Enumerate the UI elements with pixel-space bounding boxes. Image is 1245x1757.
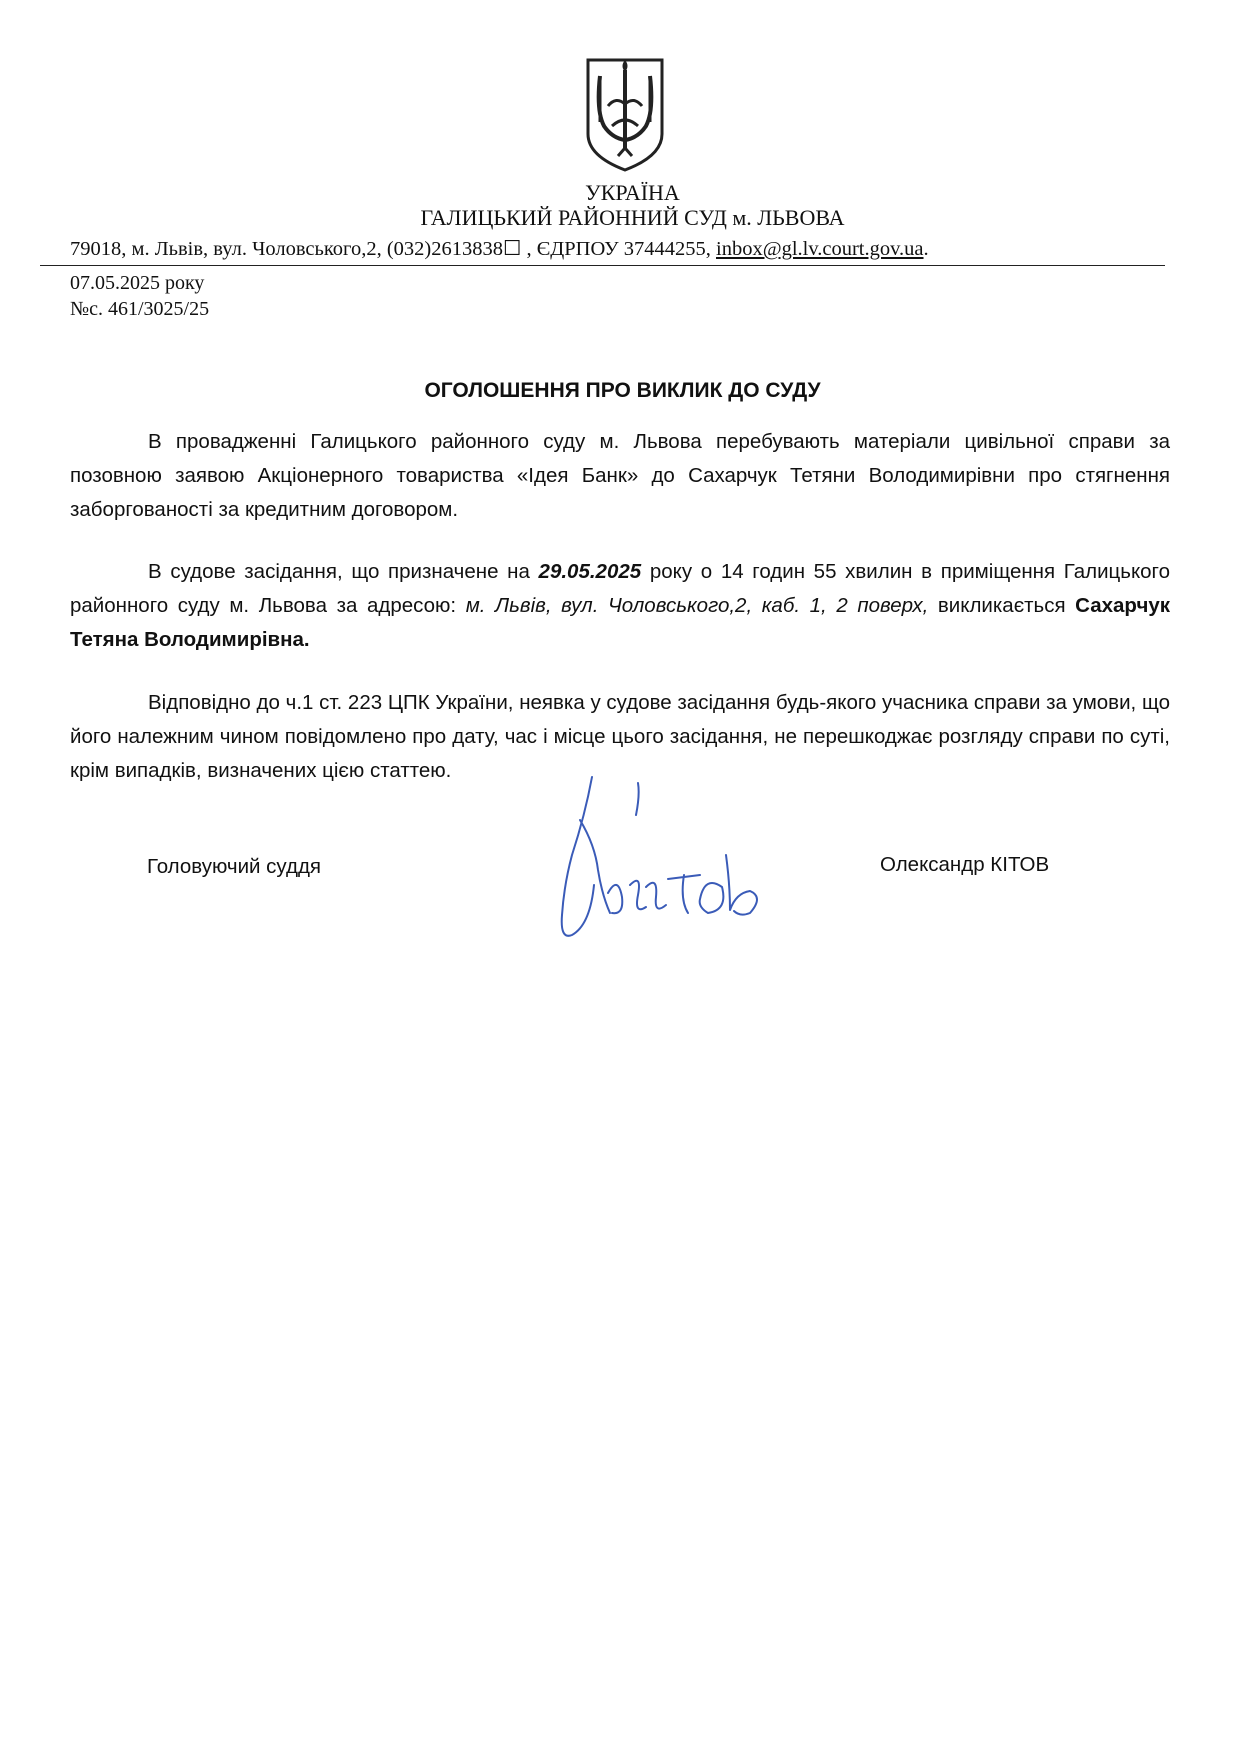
hearing-text-a: В судове засідання, що призначене на (148, 560, 539, 583)
document-date: 07.05.2025 року (70, 272, 205, 294)
judge-name: Олександр КІТОВ (880, 853, 1050, 876)
court-address (70, 236, 929, 262)
court-email-link[interactable]: inbox@gl.lv.court.gov.ua (716, 238, 924, 260)
ukraine-coat-of-arms-icon (582, 56, 668, 174)
hearing-text-c: викликається (928, 594, 1076, 617)
court-name: ГАЛИЦЬКИЙ РАЙОННИЙ СУД м. ЛЬВОВА (420, 205, 845, 230)
judge-role: Головуючий суддя (147, 855, 322, 878)
hearing-address: м. Львів, вул. Чоловського,2, каб. 1, 2 поверх, (465, 594, 929, 617)
address-text: 79018, м. Львів, вул. Чоловського,2, (032)2613838☐ , ЄДРПОУ 37444255, (70, 238, 716, 260)
hearing-date: 29.05.2025 (538, 560, 642, 583)
paragraph-hearing-details (70, 555, 1170, 657)
handwritten-signature (550, 775, 790, 950)
country-name: УКРАЇНА (585, 180, 680, 205)
address-suffix: . (923, 238, 929, 260)
paragraph-case-description: В провадженні Галицького районного суду м. Львова перебувають матеріали цивільної справи за позовною заявою Акціонерного товариства «Ідея Банк» до Сахарчук Тетяни Володимирівни про стягнення заборгованості за кредитним договором. (70, 430, 1170, 521)
header-divider (40, 265, 1165, 266)
summoned-person: Сахарчук Тетяна Володимирівна. (70, 594, 1171, 651)
document-title: ОГОЛОШЕННЯ ПРО ВИКЛИК ДО СУДУ (424, 379, 821, 402)
paragraph-legal-notice: Відповідно до ч.1 ст. 223 ЦПК України, неявка у судове засідання будь-якого учасника справи за умови, що його належним чином повідомлено про дату, час і місце цього засідання, не перешкоджає розгляду справи по суті, крім випадків, визначених цією статтею. (70, 691, 1170, 782)
hearing-text-b: року о 14 годин 55 хвилин в приміщення Галицького районного суду м. Львова за адресою: (70, 560, 1170, 617)
case-number: №с. 461/3025/25 (70, 298, 210, 320)
